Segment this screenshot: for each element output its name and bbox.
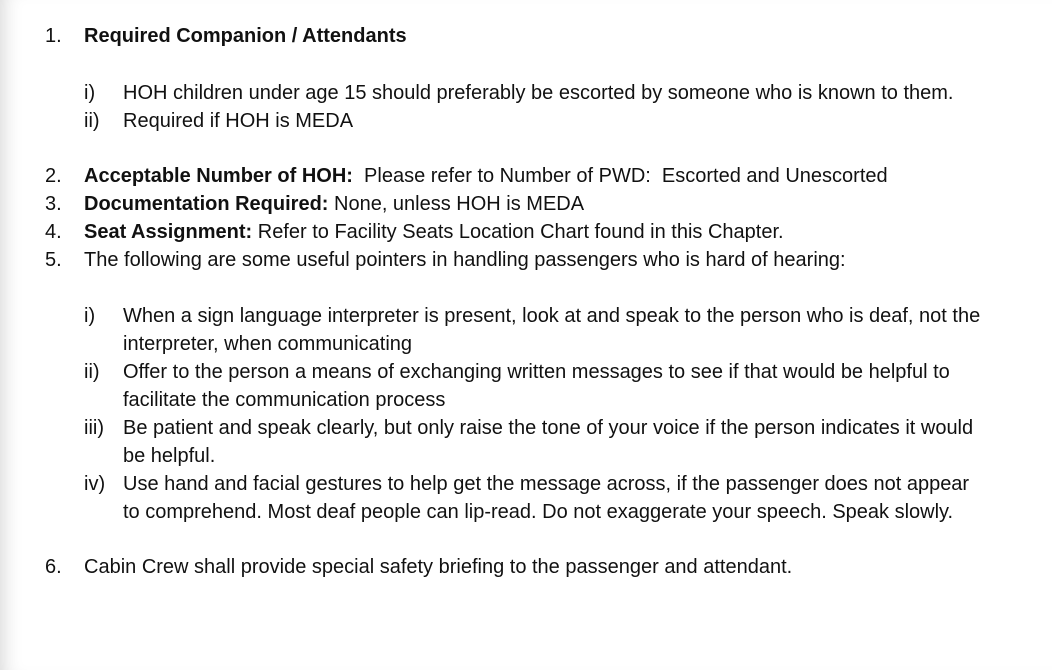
item-4-text <box>84 218 784 246</box>
item-4-body: Refer to Facility Seats Location Chart found in this Chapter. <box>252 221 784 243</box>
item-2-label: Acceptable Number of HOH: <box>84 165 353 187</box>
sub-item-text: interpreter, when communicating <box>123 333 413 355</box>
sub-item-number: iii) <box>84 417 104 439</box>
sub-item-number: iv) <box>84 473 106 495</box>
sub-item-text: HOH children under age 15 should preferably be escorted by someone who is known to them. <box>123 82 954 104</box>
item-2-text <box>84 162 888 190</box>
item-number: 2. <box>45 165 62 187</box>
sub-item-text: Use hand and facial gestures to help get the message across, if the passenger does not appear <box>123 473 970 495</box>
item-2-body: Please refer to Number of PWD: Escorted and Unescorted <box>352 165 888 187</box>
item-number: 6. <box>45 556 62 578</box>
item-3-text <box>84 190 584 218</box>
sub-item-text: Be patient and speak clearly, but only raise the tone of your voice if the person indicates it would <box>123 417 974 439</box>
sub-item-number: ii) <box>84 110 100 132</box>
item-1-text <box>84 22 407 50</box>
sub-item-text: Required if HOH is MEDA <box>123 110 354 132</box>
item-number: 3. <box>45 193 62 215</box>
sub-item-text: facilitate the communication process <box>123 389 446 411</box>
sub-item-text: Offer to the person a means of exchanging written messages to see if that would be helpful to <box>123 361 950 383</box>
item-3-body: None, unless HOH is MEDA <box>328 193 585 215</box>
sub-item-text: to comprehend. Most deaf people can lip-read. Do not exaggerate your speech. Speak slowly. <box>123 501 954 523</box>
item-3-label: Documentation Required: <box>84 193 329 215</box>
item-number: 4. <box>45 221 62 243</box>
item-1-label: Required Companion / Attendants <box>84 25 407 47</box>
item-number: 5. <box>45 249 62 271</box>
item-5-text: The following are some useful pointers in handling passengers who is hard of hearing: <box>84 249 846 271</box>
sub-item-number: ii) <box>84 361 100 383</box>
sub-item-number: i) <box>84 82 96 104</box>
item-4-label: Seat Assignment: <box>84 221 253 243</box>
item-6-text: Cabin Crew shall provide special safety briefing to the passenger and attendant. <box>84 556 793 578</box>
sub-item-text: When a sign language interpreter is present, look at and speak to the person who is deaf, not the <box>123 305 981 327</box>
sub-item-text: be helpful. <box>123 445 216 467</box>
sub-item-number: i) <box>84 305 96 327</box>
item-number: 1. <box>45 25 62 47</box>
